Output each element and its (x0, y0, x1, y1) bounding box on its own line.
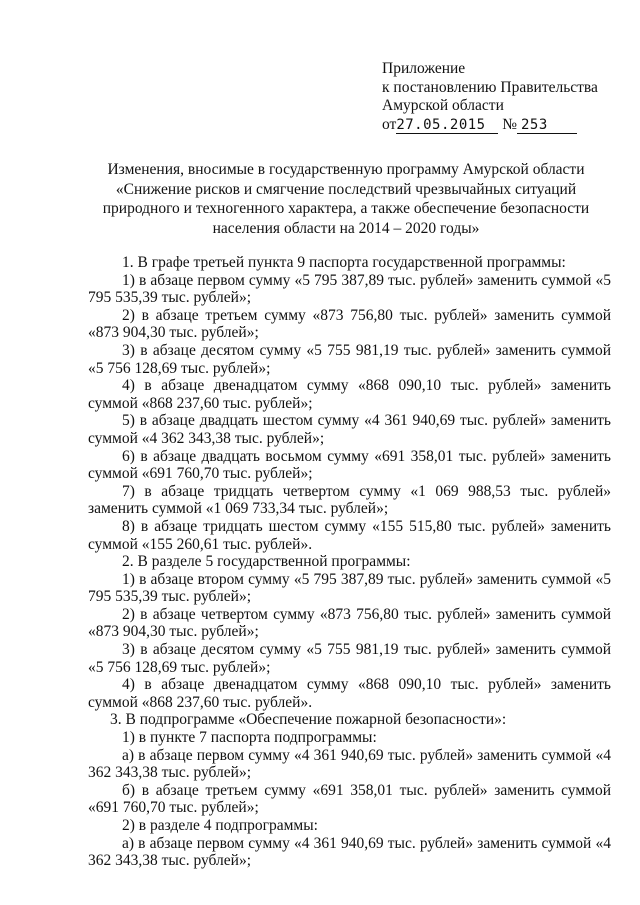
appendix-resolution: к постановлению Правительства (382, 78, 598, 96)
paragraph: 8) в абзаце тридцать шестом сумму «155 515,80 тыс. рублей» заменить суммой «155 260,61 тыс. рублей». (88, 517, 611, 553)
paragraph: а) в абзаце первом сумму «4 361 940,69 тыс. рублей» заменить суммой «4 362 343,38 тыс. рублей»; (88, 746, 611, 782)
paragraph: 5) в абзаце двадцать шестом сумму «4 361 940,69 тыс. рублей» заменить суммой «4 362 343,38 тыс. рублей»; (88, 412, 611, 447)
paragraph: 3. В подпрограмме «Обеспечение пожарной безопасности»: (110, 711, 507, 729)
appendix-date-line (382, 116, 598, 135)
paragraph: 1) в абзаце первом сумму «5 795 387,89 тыс. рублей» заменить суммой «5 795 535,39 тыс. рублей»; (88, 271, 611, 307)
appendix-region: Амурской области (382, 97, 504, 114)
appendix-block (382, 60, 598, 134)
paragraph: 2) в абзаце третьем сумму «873 756,80 тыс. рублей» заменить суммой «873 904,30 тыс. рублей»; (88, 306, 611, 342)
paragraph: б) в абзаце третьем сумму «691 358,01 тыс. рублей» заменить суммой «691 760,70 тыс. рублей»; (88, 781, 611, 817)
paragraph: 6) в абзаце двадцать восьмом сумму «691 358,01 тыс. рублей» заменить суммой «691 760,70 тыс. рублей»; (88, 447, 611, 483)
paragraph: 7) в абзаце тридцать четвертом сумму «1 069 988,53 тыс. рублей» заменить суммой «1 069 733,34 тыс. рублей»; (88, 482, 611, 518)
paragraph: 1. В графе третьей пункта 9 паспорта государственной программы: (122, 254, 566, 271)
paragraph: 2) в абзаце четвертом сумму «873 756,80 тыс. рублей» заменить суммой «873 904,30 тыс. рублей»; (88, 605, 611, 641)
paragraph: а) в абзаце первом сумму «4 361 940,69 тыс. рублей» заменить суммой «4 362 343,38 тыс. рублей»; (88, 834, 611, 870)
paragraph: 3) в абзаце десятом сумму «5 755 981,19 тыс. рублей» заменить суммой «5 756 128,69 тыс. рублей»; (88, 341, 611, 377)
paragraph: 2. В разделе 5 государственной программы: (122, 553, 411, 571)
paragraph: 3) в абзаце десятом сумму «5 755 981,19 тыс. рублей» заменить суммой «5 756 128,69 тыс. рублей»; (88, 641, 611, 676)
document-title (92, 160, 600, 238)
paragraph: 4) в абзаце двенадцатом сумму «868 090,10 тыс. рублей» заменить суммой «868 237,60 тыс. рублей»; (88, 377, 611, 412)
title-line: природного и техногенного характера, а также обеспечение безопасности (102, 200, 590, 217)
paragraph: 1) в пункте 7 паспорта подпрограммы: (122, 729, 377, 747)
title-line: «Снижение рисков и смягчение последствий чрезвычайных ситуаций (115, 180, 577, 198)
title-line: Изменения, вносимые в государственную программу Амурской области (107, 161, 585, 178)
title-line: населения области на 2014 – 2020 годы» (212, 219, 480, 237)
resolution-number: 253 (517, 117, 577, 134)
appendix-label: Приложение (382, 60, 466, 77)
number-prefix: № (502, 115, 517, 133)
document-body (88, 254, 611, 870)
date-prefix: от (382, 115, 397, 133)
resolution-date: 27.05.2015 (396, 117, 498, 134)
paragraph: 1) в абзаце втором сумму «5 795 387,89 тыс. рублей» заменить суммой «5 795 535,39 тыс. рублей»; (88, 570, 611, 606)
paragraph: 4) в абзаце двенадцатом сумму «868 090,10 тыс. рублей» заменить суммой «868 237,60 тыс. рублей». (88, 676, 611, 711)
paragraph: 2) в разделе 4 подпрограммы: (122, 817, 318, 834)
